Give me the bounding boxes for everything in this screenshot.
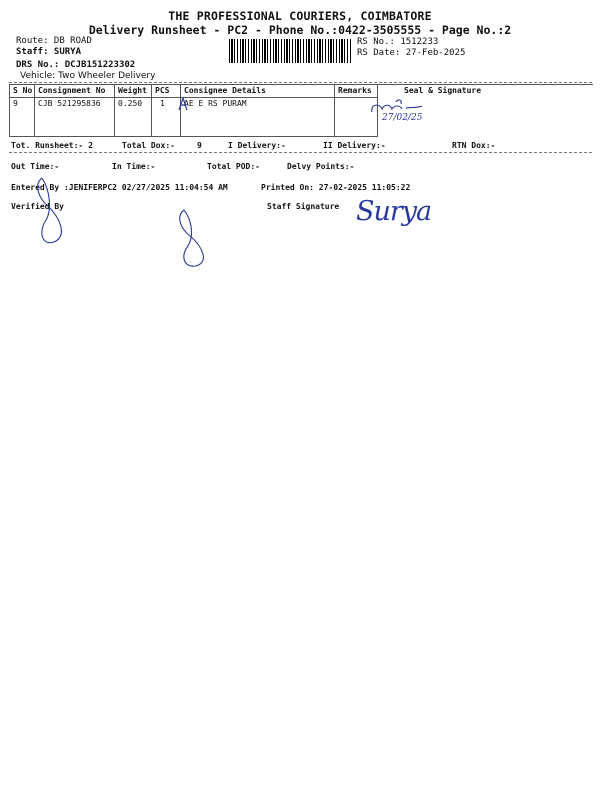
- col-header-consignment: Consignment No: [35, 85, 115, 98]
- cell-sno: 9: [10, 98, 35, 137]
- company-name: THE PROFESSIONAL COURIERS, COIMBATORE: [168, 9, 432, 23]
- total-pod: Total POD:-: [207, 162, 260, 171]
- staff-signature-handwritten: Surya: [356, 196, 432, 227]
- in-time: In Time:-: [112, 162, 156, 171]
- rs-date: RS Date: 27-Feb-2025: [357, 48, 466, 58]
- col-header-remarks: Remarks: [335, 85, 378, 98]
- entered-by: Entered By :JENIFERPC2 02/27/2025 11:04:54 AM: [11, 183, 228, 192]
- col-header-consignee: Consignee Details: [181, 85, 335, 98]
- cell-pcs: 1: [152, 98, 181, 137]
- cell-weight: 0.250: [115, 98, 152, 137]
- verifier-signature-ink: [28, 176, 78, 246]
- delvy-points: Delvy Points:-: [287, 162, 355, 171]
- header-divider: [9, 82, 592, 83]
- total-dox-value: 9: [197, 141, 202, 150]
- table-row: [10, 98, 593, 137]
- cell-consignee: AE E RS PURAM: [181, 98, 335, 137]
- drs-number: DRS No.: DCJB151223302: [16, 60, 136, 70]
- col-header-seal: Seal & Signature: [378, 85, 593, 98]
- rs-number: RS No.: 1512233: [357, 37, 439, 47]
- route-text: Route: DB ROAD: [16, 36, 92, 46]
- col-header-pcs: PCS: [152, 85, 181, 98]
- totals-divider: [9, 152, 592, 153]
- tick-mark: [178, 96, 190, 112]
- verifier-loop-ink: [170, 208, 220, 268]
- barcode: [229, 39, 351, 63]
- staff-text: Staff: SURYA: [16, 47, 82, 57]
- staff-signature-label: Staff Signature: [267, 202, 340, 211]
- verified-by-label: Verified By: [11, 202, 64, 211]
- tot-runsheet: Tot. Runsheet:- 2: [11, 141, 93, 150]
- out-time: Out Time:-: [11, 162, 60, 171]
- rtn-dox: RTN Dox:-: [452, 141, 496, 150]
- cell-consignment-no: CJB 521295836: [35, 98, 115, 137]
- ii-delivery: II Delivery:-: [323, 141, 386, 150]
- table-header-row: [10, 85, 593, 98]
- i-delivery: I Delivery:-: [228, 141, 286, 150]
- col-header-sno: S No: [10, 85, 35, 98]
- total-dox-label: Total Dox:-: [122, 141, 175, 150]
- printed-on: Printed On: 27-02-2025 11:05:22: [261, 183, 411, 192]
- consignment-table: [9, 84, 593, 137]
- runsheet-title: Delivery Runsheet - PC2 - Phone No.:0422-3505555 - Page No.:2: [88, 23, 512, 37]
- col-header-weight: Weight: [115, 85, 152, 98]
- seal-date-handwritten: 27/02/25: [382, 113, 423, 123]
- vehicle-text: Vehicle: Two Wheeler Delivery: [20, 71, 156, 81]
